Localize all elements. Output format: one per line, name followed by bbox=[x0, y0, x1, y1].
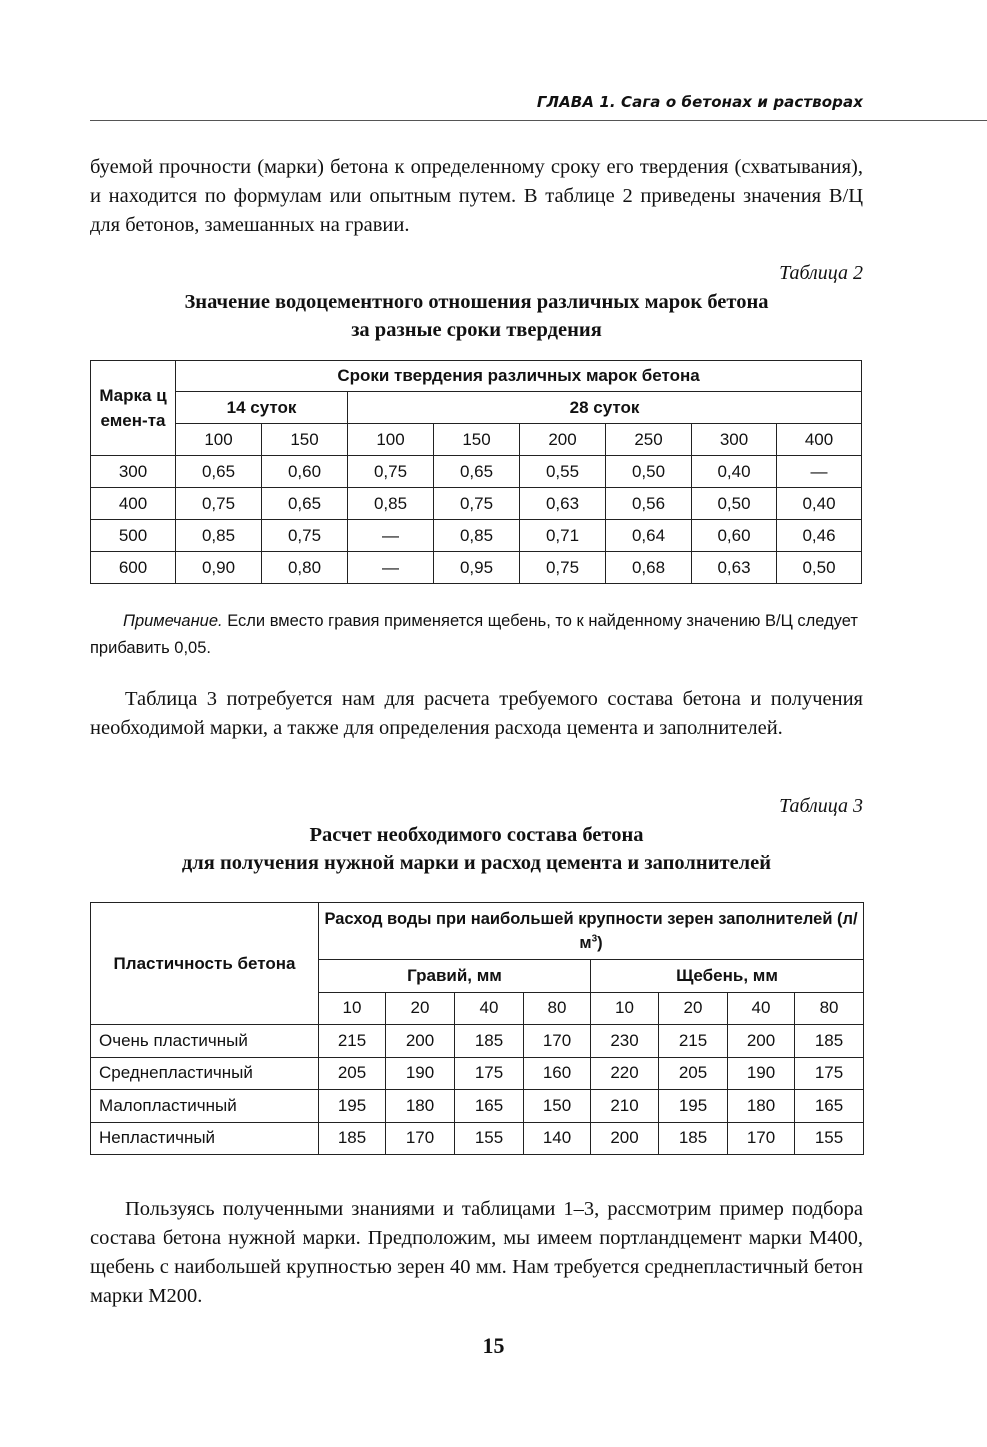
table-cell: 200 bbox=[728, 1025, 795, 1058]
table-cell: 0,65 bbox=[434, 456, 520, 488]
table-cell: 0,75 bbox=[348, 456, 434, 488]
table-cell: 0,60 bbox=[692, 520, 777, 552]
table-cell: 500 bbox=[91, 520, 176, 552]
table-3-col-header: Пластичность бетона bbox=[91, 903, 319, 1025]
table-cell: 230 bbox=[591, 1025, 659, 1058]
table-cell: 215 bbox=[659, 1025, 728, 1058]
table-row bbox=[91, 1057, 864, 1090]
table-2-col-header-text: Марка цемен-та bbox=[99, 386, 167, 430]
table-cell: 0,65 bbox=[262, 488, 348, 520]
table-cell: 0,75 bbox=[262, 520, 348, 552]
table-3-group-header-sup: 3 bbox=[591, 933, 598, 945]
table-cell: 170 bbox=[524, 1025, 591, 1058]
table-cell: 0,80 bbox=[262, 552, 348, 584]
table-3-label: Таблица 3 bbox=[779, 795, 863, 817]
table-2-age: 150 bbox=[262, 424, 348, 456]
table-3-size: 20 bbox=[386, 992, 455, 1025]
table-cell: 0,46 bbox=[777, 520, 862, 552]
table-cell: 400 bbox=[91, 488, 176, 520]
table-2-title-line-2: за разные сроки твердения bbox=[351, 319, 602, 341]
table-cell: 180 bbox=[386, 1090, 455, 1123]
table-cell: 175 bbox=[795, 1057, 864, 1090]
header-rule bbox=[90, 120, 987, 121]
table-row bbox=[91, 1090, 864, 1123]
table-3-title bbox=[90, 821, 863, 877]
table-cell: 0,64 bbox=[606, 520, 692, 552]
table-2-sub-14: 14 суток bbox=[176, 392, 348, 424]
table-cell: 215 bbox=[319, 1025, 386, 1058]
table-2-sub-28: 28 суток bbox=[348, 392, 862, 424]
table-cell: 0,90 bbox=[176, 552, 262, 584]
table-cell: 185 bbox=[455, 1025, 524, 1058]
table-3-size: 20 bbox=[659, 992, 728, 1025]
table-cell: 165 bbox=[795, 1090, 864, 1123]
table-cell: 195 bbox=[659, 1090, 728, 1123]
table-cell: 0,50 bbox=[692, 488, 777, 520]
table-3 bbox=[90, 902, 864, 1155]
table-2-age: 100 bbox=[176, 424, 262, 456]
table-cell: 0,75 bbox=[520, 552, 606, 584]
paragraph-3: Пользуясь полученными знаниями и таблицами 1–3, рассмотрим пример подбора состава бетона нужной марки. Предположим, мы имеем портландцемент марки М400, щебень с наибольшей крупностью зерен 40 мм. Нам требуется среднепластичный бетон марки М200. bbox=[90, 1198, 863, 1307]
page-number: 15 bbox=[482, 1333, 505, 1358]
table-cell: — bbox=[348, 552, 434, 584]
table-cell: 0,63 bbox=[520, 488, 606, 520]
table-cell: 0,63 bbox=[692, 552, 777, 584]
table-3-group-header bbox=[319, 903, 864, 960]
table-cell: 185 bbox=[659, 1122, 728, 1155]
table-2-age: 200 bbox=[520, 424, 606, 456]
table-row bbox=[91, 1025, 864, 1058]
paragraph-2: Таблица 3 потребуется нам для расчета требуемого состава бетона и получения необходимой марки, а также для определения расхода цемента и заполнителей. bbox=[90, 688, 863, 739]
table-cell: 185 bbox=[795, 1025, 864, 1058]
table-row bbox=[91, 488, 862, 520]
table-cell: Малопластичный bbox=[91, 1090, 319, 1123]
table-cell: 300 bbox=[91, 456, 176, 488]
table-cell: 170 bbox=[728, 1122, 795, 1155]
table-cell: 190 bbox=[728, 1057, 795, 1090]
table-3-title-line-1: Расчет необходимого состава бетона bbox=[309, 824, 644, 846]
table-2-title bbox=[90, 288, 863, 344]
table-3-size: 40 bbox=[728, 992, 795, 1025]
table-row bbox=[91, 1122, 864, 1155]
table-cell: Непластичный bbox=[91, 1122, 319, 1155]
table-cell: 195 bbox=[319, 1090, 386, 1123]
table-cell: 160 bbox=[524, 1057, 591, 1090]
table-2-col-header bbox=[91, 361, 176, 456]
table-cell: 0,40 bbox=[777, 488, 862, 520]
table-cell: 185 bbox=[319, 1122, 386, 1155]
note-text: Если вместо гравия применяется щебень, то к найденному значению В/Ц следует прибавить 0,05. bbox=[90, 612, 858, 657]
table-cell: 190 bbox=[386, 1057, 455, 1090]
table-cell: Очень пластичный bbox=[91, 1025, 319, 1058]
table-cell: 140 bbox=[524, 1122, 591, 1155]
table-cell: 200 bbox=[591, 1122, 659, 1155]
table-2-label: Таблица 2 bbox=[779, 262, 863, 284]
table-cell: 0,85 bbox=[434, 520, 520, 552]
table-3-size: 10 bbox=[591, 992, 659, 1025]
paragraph-1: буемой прочности (марки) бетона к определенному сроку его твердения (схватывания), и находится по формулам или опытным путем. В таблице 2 приведены значения В/Ц для бетонов, замешанных на гравии. bbox=[90, 156, 863, 236]
table-3-group-header-end: ) bbox=[597, 934, 603, 952]
table-cell: 0,60 bbox=[262, 456, 348, 488]
table-3-crushed: Щебень, мм bbox=[591, 960, 864, 993]
table-3-size: 10 bbox=[319, 992, 386, 1025]
table-cell: 165 bbox=[455, 1090, 524, 1123]
table-2-age: 300 bbox=[692, 424, 777, 456]
table-cell: 220 bbox=[591, 1057, 659, 1090]
table-cell: 200 bbox=[386, 1025, 455, 1058]
table-cell: 0,71 bbox=[520, 520, 606, 552]
table-cell: 210 bbox=[591, 1090, 659, 1123]
table-3-gravel: Гравий, мм bbox=[319, 960, 591, 993]
table-2-age: 250 bbox=[606, 424, 692, 456]
table-3-size: 80 bbox=[524, 992, 591, 1025]
table-2-group-header: Сроки твердения различных марок бетона bbox=[176, 361, 862, 392]
running-header: ГЛАВА 1. Сага о бетонах и растворах bbox=[536, 93, 863, 111]
table-2 bbox=[90, 360, 862, 584]
table-2-age: 400 bbox=[777, 424, 862, 456]
table-cell: 0,40 bbox=[692, 456, 777, 488]
table-cell: 0,75 bbox=[176, 488, 262, 520]
table-cell: 155 bbox=[795, 1122, 864, 1155]
table-cell: 0,55 bbox=[520, 456, 606, 488]
table-cell: 0,68 bbox=[606, 552, 692, 584]
table-cell: 0,50 bbox=[606, 456, 692, 488]
table-cell: 0,65 bbox=[176, 456, 262, 488]
table-3-group-header-text: Расход воды при наибольшей крупности зерен заполнителей (л/м bbox=[324, 910, 858, 952]
table-cell: 0,95 bbox=[434, 552, 520, 584]
table-3-title-line-2: для получения нужной марки и расход цемента и заполнителей bbox=[181, 852, 772, 874]
note-label: Примечание. bbox=[123, 612, 223, 630]
table-cell: 170 bbox=[386, 1122, 455, 1155]
table-row bbox=[91, 552, 862, 584]
table-3-size: 80 bbox=[795, 992, 864, 1025]
table-cell: 180 bbox=[728, 1090, 795, 1123]
table-cell: 0,85 bbox=[176, 520, 262, 552]
table-cell: — bbox=[777, 456, 862, 488]
table-cell: 150 bbox=[524, 1090, 591, 1123]
table-3-size: 40 bbox=[455, 992, 524, 1025]
table-2-note bbox=[90, 608, 863, 662]
table-cell: 175 bbox=[455, 1057, 524, 1090]
table-cell: 600 bbox=[91, 552, 176, 584]
table-2-age: 100 bbox=[348, 424, 434, 456]
table-cell: — bbox=[348, 520, 434, 552]
table-cell: Среднепластичный bbox=[91, 1057, 319, 1090]
table-cell: 155 bbox=[455, 1122, 524, 1155]
table-cell: 0,50 bbox=[777, 552, 862, 584]
table-2-age: 150 bbox=[434, 424, 520, 456]
table-cell: 205 bbox=[319, 1057, 386, 1090]
table-2-title-line-1: Значение водоцементного отношения различных марок бетона bbox=[184, 291, 769, 313]
table-row bbox=[91, 456, 862, 488]
table-cell: 0,75 bbox=[434, 488, 520, 520]
table-cell: 205 bbox=[659, 1057, 728, 1090]
table-cell: 0,56 bbox=[606, 488, 692, 520]
table-row bbox=[91, 520, 862, 552]
table-cell: 0,85 bbox=[348, 488, 434, 520]
